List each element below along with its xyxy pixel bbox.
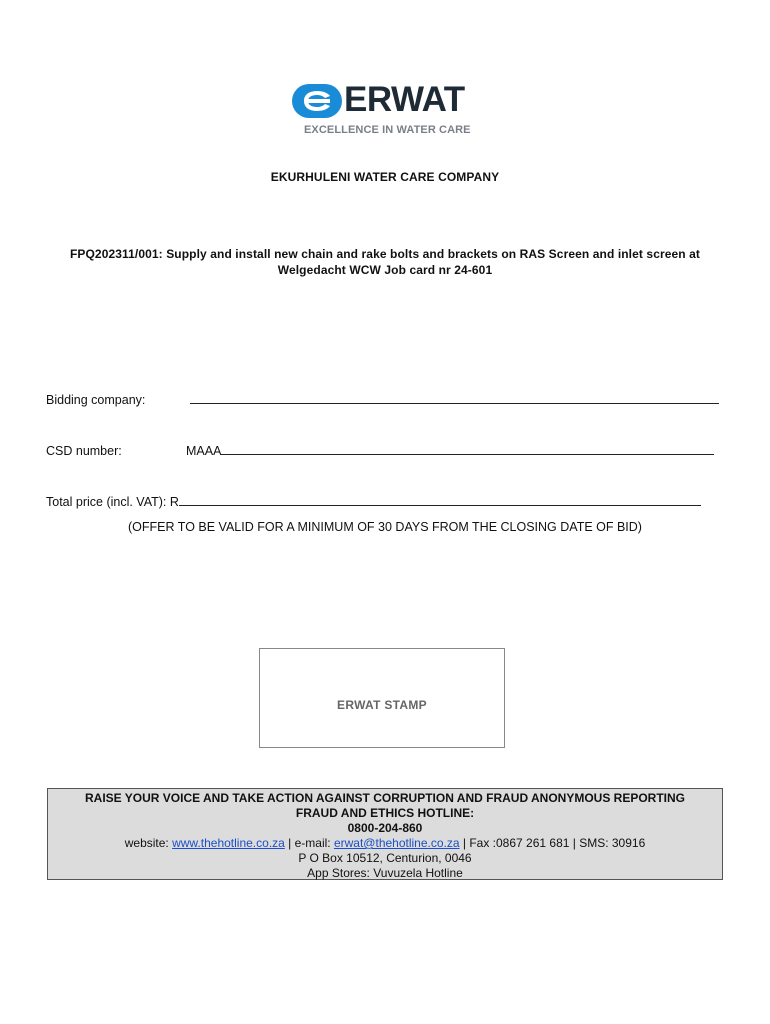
email-link[interactable]: erwat@thehotline.co.za: [333, 836, 460, 850]
csd-number-row: [46, 443, 714, 458]
tender-title-line-2: Welgedacht WCW Job card nr 24-601: [277, 263, 493, 277]
total-price-field[interactable]: [179, 494, 701, 506]
tender-title-line-1: FPQ202311/001: Supply and install new chain and rake bolts and brackets on RAS Screen and inlet screen at: [69, 247, 701, 261]
hotline-phone: 0800-204-860: [347, 821, 423, 835]
total-price-row: [46, 494, 701, 509]
hotline-heading: RAISE YOUR VOICE AND TAKE ACTION AGAINST CORRUPTION AND FRAUD ANONYMOUS REPORTING: [84, 791, 686, 805]
logo-wordmark: ERWAT: [344, 80, 465, 119]
csd-number-label: CSD number:: [46, 444, 122, 458]
validity-note: (OFFER TO BE VALID FOR A MINIMUM OF 30 DAYS FROM THE CLOSING DATE OF BID): [128, 520, 642, 534]
company-name: EKURHULENI WATER CARE COMPANY: [270, 170, 500, 184]
hotline-contact-line: [48, 836, 722, 851]
bidding-company-label: Bidding company:: [46, 393, 146, 407]
csd-number-field[interactable]: [221, 443, 714, 455]
hotline-box: [47, 788, 723, 880]
hotline-subheading: FRAUD AND ETHICS HOTLINE:: [295, 806, 475, 820]
website-prefix: website:: [124, 836, 173, 850]
stamp-box: [259, 648, 505, 748]
tender-title: [44, 246, 726, 278]
bidding-company-row: [46, 392, 719, 407]
hotline-app: App Stores: Vuvuzela Hotline: [307, 866, 463, 880]
erwat-logo: [292, 80, 482, 140]
csd-prefix: MAAA: [186, 444, 222, 458]
erwat-logo-mark-icon: [292, 84, 342, 118]
hotline-address: P O Box 10512, Centurion, 0046: [298, 851, 472, 865]
email-prefix: | e-mail:: [284, 836, 334, 850]
fax-sms: | Fax :0867 261 681 | SMS: 30916: [459, 836, 646, 850]
total-price-label: Total price (incl. VAT): R: [46, 495, 179, 509]
stamp-label: ERWAT STAMP: [337, 698, 427, 712]
logo-tagline: EXCELLENCE IN WATER CARE: [304, 124, 471, 136]
bidding-company-field[interactable]: [190, 392, 719, 404]
website-link[interactable]: www.thehotline.co.za: [172, 836, 285, 850]
